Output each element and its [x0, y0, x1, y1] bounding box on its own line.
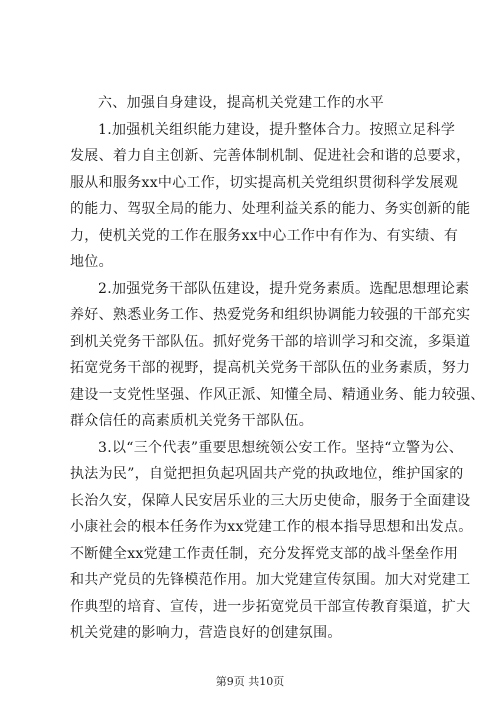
- page-number-footer: 第9页 共10页: [215, 675, 285, 688]
- paragraph-line: 小康社会的根本任务作为xx党建工作的根本指导思想和出发点。: [70, 519, 473, 535]
- paragraph-line: 建设一支党性坚强、作风正派、知懂全局、精通业务、能力较强、: [70, 386, 485, 403]
- paragraph-line: 不断健全xx党建工作责任制，充分发挥党支部的战斗堡垒作用: [70, 545, 459, 562]
- paragraph-line: 执法为民”，自觉把担负起巩固共产党的执政地位，维护国家的: [70, 466, 464, 482]
- paragraph-line: 1.加强机关组织能力建设，提升整体合力。按照立足科学: [98, 121, 456, 138]
- paragraph-line: 力，使机关党的工作在服务xx中心工作中有作为、有实绩、有: [70, 227, 459, 244]
- section-heading: 六、加强自身建设，提高机关党建工作的水平: [98, 95, 384, 111]
- paragraph-1: [70, 117, 471, 276]
- paragraph-line: 作典型的培育、宣传，进一步拓宽党员干部宣传教育渠道，扩大: [70, 598, 471, 615]
- paragraph-line: 到机关党务干部队伍。抓好党务干部的培训学习和交流，多渠道: [70, 333, 471, 350]
- paragraph-3: [70, 435, 473, 647]
- paragraph-line: 3.以“三个代表”重要思想统领公安工作。坚持“立警为公、: [98, 439, 464, 456]
- paragraph-line: 的能力、驾驭全局的能力、处理利益关系的能力、务实创新的能: [70, 201, 471, 217]
- paragraph-line: 服从和服务xx中心工作，切实提高机关党组织贯彻科学发展观: [70, 174, 459, 191]
- paragraph-line: 养好、熟悉业务工作、热爱党务和组织协调能力较强的干部充实: [70, 307, 471, 323]
- paragraph-line: 地位。: [70, 254, 113, 270]
- paragraph-2: [70, 276, 485, 435]
- paragraph-line: 群众信任的高素质机关党务干部队伍。: [70, 413, 314, 429]
- paragraph-line: 发展、着力自主创新、完善体制机制、促进社会和谐的总要求，: [70, 148, 471, 164]
- paragraph-line: 拓宽党务干部的视野，提高机关党务干部队伍的业务素质，努力: [70, 360, 471, 376]
- paragraph-line: 长治久安，保障人民安居乐业的三大历史使命，服务于全面建设: [70, 492, 471, 509]
- document-body: [70, 90, 485, 647]
- paragraph-line: 机关党建的影响力，营造良好的创建氛围。: [70, 625, 342, 641]
- paragraph-line: 和共产党员的先锋模范作用。加大党建宣传氛围。加大对党建工: [70, 572, 471, 588]
- paragraph-line: 2.加强党务干部队伍建设，提升党务素质。选配思想理论素: [98, 280, 470, 297]
